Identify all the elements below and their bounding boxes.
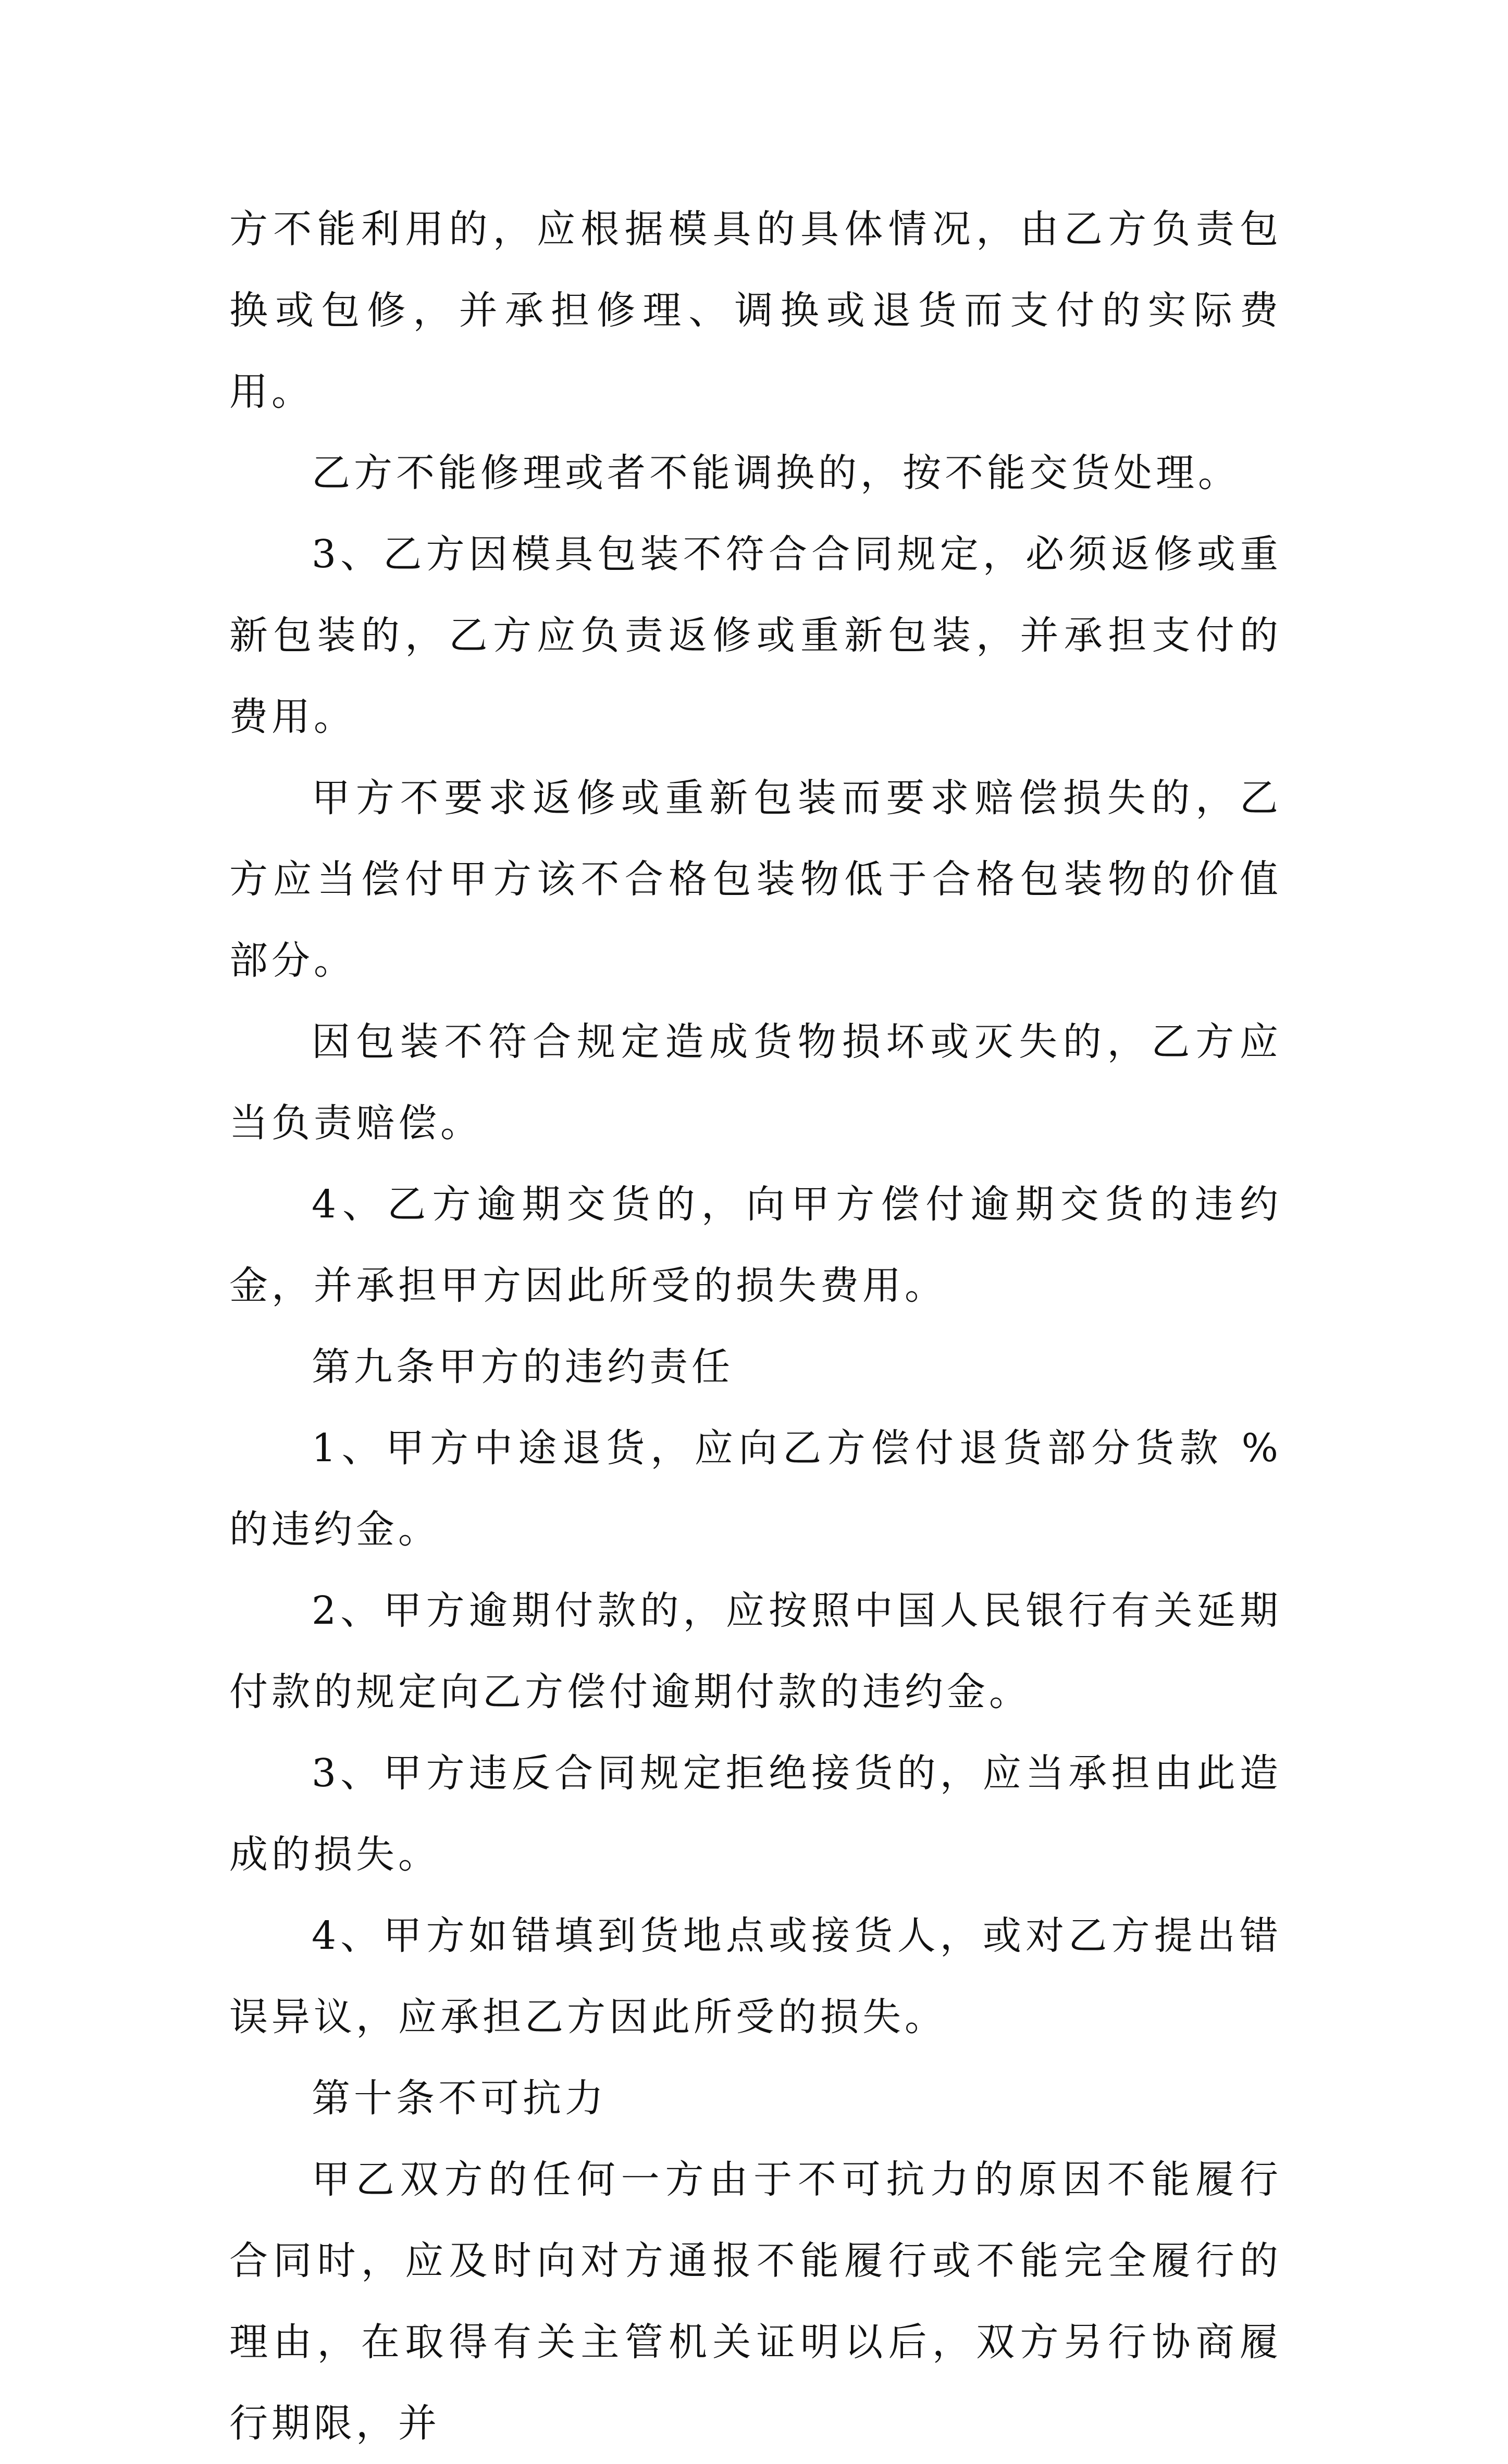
paragraph: 4、甲方如错填到货地点或接货人，或对乙方提出错误异议，应承担乙方因此所受的损失。 (229, 1913, 1282, 2039)
section-heading: 第九条甲方的违约责任 (312, 1345, 734, 1389)
paragraph-continuation: 方不能利用的，应根据模具的具体情况，由乙方负责包换或包修，并承担修理、调换或退货而支付的实际费用。 (229, 207, 1282, 414)
paragraph: 4、乙方逾期交货的，向甲方偿付逾期交货的违约金，并承担甲方因此所受的损失费用。 (229, 1182, 1282, 1308)
document-body (229, 189, 1282, 2464)
paragraph: 甲方不要求返修或重新包装而要求赔偿损失的，乙方应当偿付甲方该不合格包装物低于合格包装物的价值部分。 (229, 776, 1282, 983)
paragraph: 3、甲方违反合同规定拒绝接货的，应当承担由此造成的损失。 (229, 1751, 1282, 1877)
paragraph: 因包装不符合规定造成货物损坏或灭失的，乙方应当负责赔偿。 (229, 1019, 1282, 1146)
paragraph: 2、甲方逾期付款的，应按照中国人民银行有关延期付款的规定向乙方偿付逾期付款的违约金。 (229, 1588, 1282, 1714)
section-heading: 第十条不可抗力 (312, 2076, 607, 2121)
paragraph: 乙方不能修理或者不能调换的，按不能交货处理。 (312, 451, 1240, 495)
paragraph: 甲乙双方的任何一方由于不可抗力的原因不能履行合同时，应及时向对方通报不能履行或不能完全履行的理由，在取得有关主管机关证明以后，双方另行协商履行期限，并 (229, 2157, 1282, 2446)
paragraph: 3、乙方因模具包装不符合合同规定，必须返修或重新包装的，乙方应负责返修或重新包装，并承担支付的费用。 (229, 532, 1282, 739)
paragraph: 1、甲方中途退货，应向乙方偿付退货部分货款 %的违约金。 (229, 1426, 1282, 1552)
